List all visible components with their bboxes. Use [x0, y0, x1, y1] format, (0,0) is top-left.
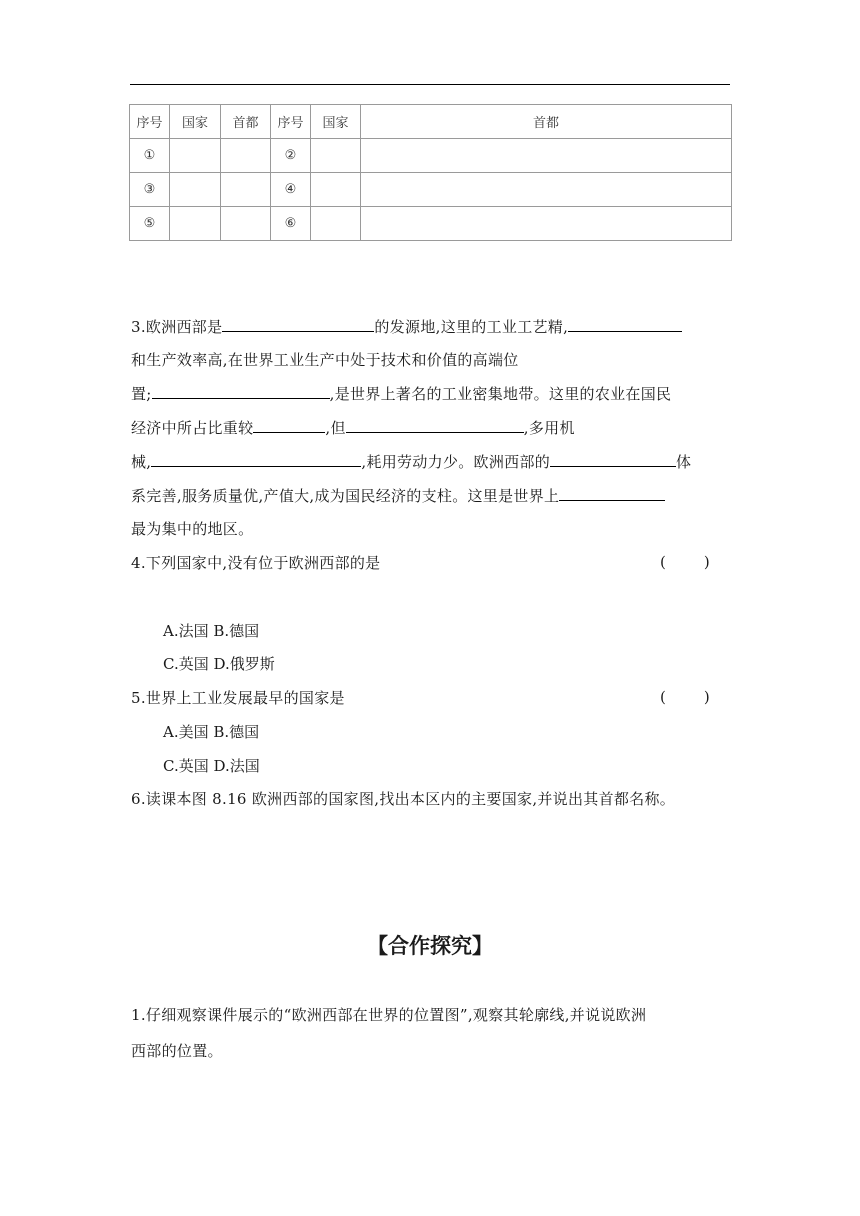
q3-text: ,但	[325, 419, 346, 437]
table-cell[interactable]	[361, 139, 732, 173]
table-cell[interactable]	[361, 207, 732, 241]
fill-blank[interactable]	[222, 317, 374, 332]
table-cell: ⑥	[271, 207, 311, 241]
fill-blank[interactable]	[346, 418, 524, 433]
q3-text: 置;	[131, 385, 152, 403]
table-cell[interactable]	[311, 139, 361, 173]
table-cell[interactable]	[311, 207, 361, 241]
q3-line-1	[131, 317, 682, 337]
fill-blank[interactable]	[152, 384, 330, 399]
q3-text: 的发源地,这里的工业工艺精,	[374, 318, 569, 336]
country-capital-table	[129, 104, 732, 241]
q3-line-4	[131, 418, 575, 438]
table-header-row	[130, 105, 732, 139]
fill-blank[interactable]	[559, 486, 665, 501]
q3-text: 3.欧洲西部是	[131, 318, 223, 336]
q4-stem: 4.下列国家中,没有位于欧洲西部的是	[131, 554, 381, 572]
table-cell: ⑤	[130, 207, 170, 241]
table-cell[interactable]	[221, 139, 271, 173]
q5-options-cd: C.英国 D.法国	[163, 757, 260, 775]
table-header-cell: 国家	[170, 105, 221, 139]
fill-blank[interactable]	[568, 317, 682, 332]
q4-options-cd: C.英国 D.俄罗斯	[163, 655, 275, 673]
table-cell: ①	[130, 139, 170, 173]
table-row	[130, 173, 732, 207]
q3-text: ,是世界上著名的工业密集地带。这里的农业在国民	[329, 385, 672, 403]
explore-q1-line-1: 1.仔细观察课件展示的“欧洲西部在世界的位置图”,观察其轮廓线,并说说欧洲	[131, 1006, 647, 1024]
table-header-cell: 首都	[221, 105, 271, 139]
table-cell[interactable]	[170, 173, 221, 207]
explore-q1-line-2: 西部的位置。	[131, 1042, 223, 1060]
q3-text: 体	[676, 453, 692, 471]
table-row	[130, 207, 732, 241]
table-cell[interactable]	[221, 207, 271, 241]
table-cell: ②	[271, 139, 311, 173]
q3-line-6	[131, 486, 665, 506]
fill-blank[interactable]	[550, 452, 676, 467]
table-cell[interactable]	[170, 139, 221, 173]
answer-paren[interactable]: ()	[660, 553, 748, 571]
q3-text: ,多用机	[523, 419, 575, 437]
q3-line-3	[131, 384, 671, 404]
q5-options-ab: A.美国 B.德国	[163, 723, 260, 741]
q3-text: ,耗用劳动力少。欧洲西部的	[361, 453, 551, 471]
table-header-cell: 首都	[361, 105, 732, 139]
table-cell[interactable]	[221, 173, 271, 207]
q3-text: 系完善,服务质量优,产值大,成为国民经济的支柱。这里是世界上	[131, 487, 560, 505]
q3-line-2: 和生产效率高,在世界工业生产中处于技术和价值的高端位	[131, 351, 519, 369]
table-header-cell: 序号	[271, 105, 311, 139]
header-rule	[130, 84, 730, 85]
table-header-cell: 序号	[130, 105, 170, 139]
q3-text: 经济中所占比重较	[131, 419, 254, 437]
table-cell[interactable]	[170, 207, 221, 241]
q3-text: 械,	[131, 453, 152, 471]
section-title: 【合作探究】	[367, 934, 493, 958]
fill-blank[interactable]	[151, 452, 361, 467]
q3-line-5	[131, 452, 691, 472]
table-cell: ③	[130, 173, 170, 207]
fill-blank[interactable]	[253, 418, 325, 433]
table-cell: ④	[271, 173, 311, 207]
table-header-cell: 国家	[311, 105, 361, 139]
q6-stem: 6.读课本图 8.16 欧洲西部的国家图,找出本区内的主要国家,并说出其首都名称。	[131, 790, 676, 808]
answer-paren[interactable]: ()	[660, 688, 748, 706]
table-cell[interactable]	[361, 173, 732, 207]
q3-line-7: 最为集中的地区。	[131, 520, 254, 538]
table-cell[interactable]	[311, 173, 361, 207]
table-row	[130, 139, 732, 173]
q5-stem: 5.世界上工业发展最早的国家是	[131, 689, 345, 707]
q4-options-ab: A.法国 B.德国	[163, 622, 260, 640]
